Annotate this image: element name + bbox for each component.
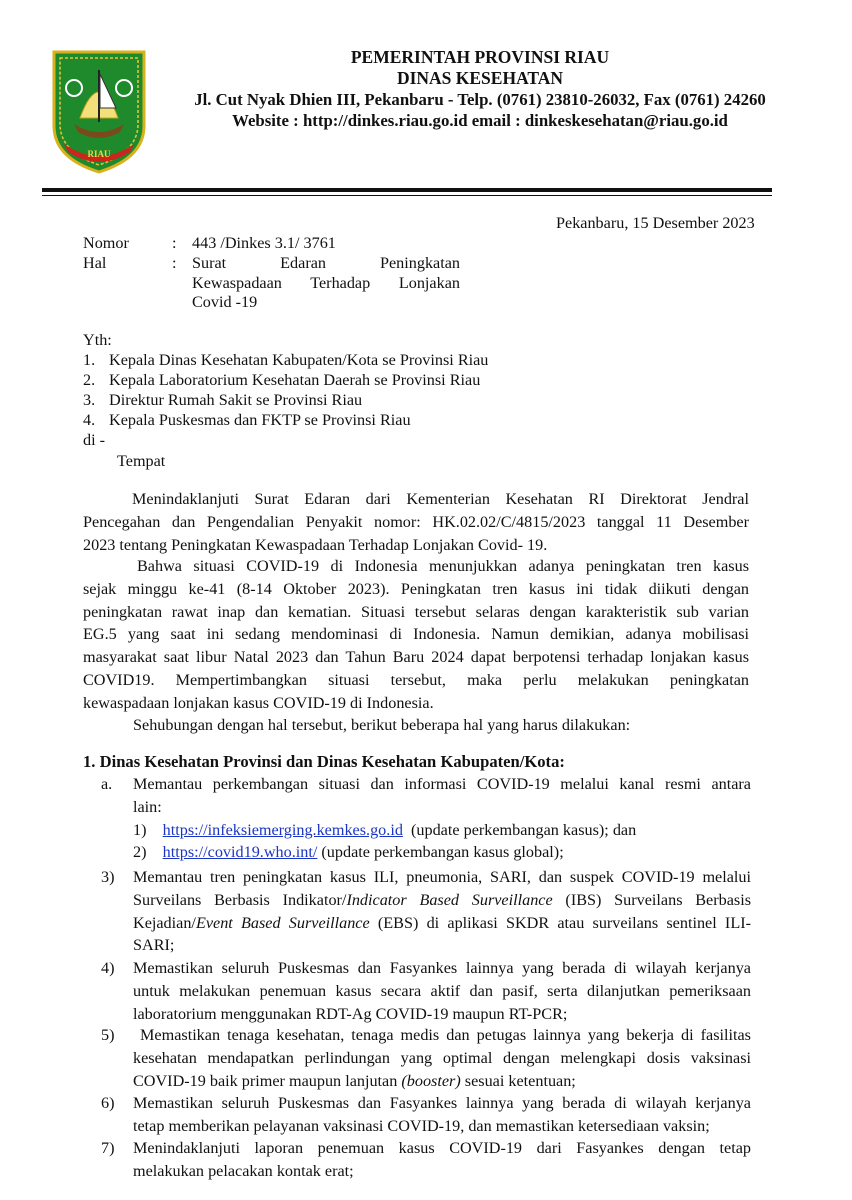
who-covid19-link[interactable]: https://covid19.who.int/ <box>162 843 318 861</box>
recipient-item: Kepala Dinas Kesehatan Kabupaten/Kota se Provinsi Riau <box>109 351 489 369</box>
nomor-label: Nomor <box>83 234 129 252</box>
item-line: melakukan pelacakan kontak erat; <box>133 1161 354 1180</box>
paragraph-line: Menindaklanjuti Surat Edaran dari Kementerian Kesehatan RI Direktorat Jendral <box>132 490 749 508</box>
item-line: untuk melakukan penemuan kasus secara aktif dan pasif, serta dilanjutkan pemeriksaan <box>133 981 751 1000</box>
hal-line-1: Surat Edaran Peningkatan <box>192 254 460 272</box>
item-line: SARI; <box>133 936 175 955</box>
paragraph-1 <box>83 488 749 556</box>
recipient-num: 3. <box>83 391 96 409</box>
item-line: Memastikan seluruh Puskesmas dan Fasyankes lainnya yang berada di wilayah kerjanya <box>133 959 751 977</box>
paragraph-2 <box>83 555 749 715</box>
logo-text: RIAU <box>87 149 111 159</box>
link-desc: (update perkembangan kasus global); <box>317 843 564 861</box>
nomor-colon: : <box>172 234 177 252</box>
item-line: COVID-19 baik primer maupun lanjutan (booster) sesuai ketentuan; <box>133 1071 576 1090</box>
hal-colon: : <box>172 254 177 272</box>
tempat-label: Tempat <box>117 452 166 470</box>
item-7-num: 7) <box>101 1139 115 1157</box>
paragraph-line: 2023 tentang Peningkatan Kewaspadaan Terhadap Lonjakan Covid- 19. <box>83 535 548 554</box>
di-label: di - <box>83 431 106 449</box>
paragraph-3: Sehubungan dengan hal tersebut, berikut beberapa hal yang harus dilakukan: <box>133 716 631 734</box>
recipient-item: Kepala Puskesmas dan FKTP se Provinsi Riau <box>109 411 411 429</box>
item-3-num: 3) <box>101 868 115 886</box>
item-line: kesehatan mendapatkan perlindungan yang optimal dengan melengkapi dosis vaksinasi <box>133 1048 751 1067</box>
item-line: Menindaklanjuti laporan penemuan kasus COVID-19 dari Fasyankes dengan tetap <box>133 1139 751 1157</box>
link-desc: (update perkembangan kasus); dan <box>402 821 637 839</box>
paragraph-line: masyarakat saat libur Natal 2023 dan Tahun Baru 2024 dapat berpotensi terhadap lonjakan kasus <box>83 648 749 667</box>
item-6-num: 6) <box>101 1094 115 1112</box>
letterhead-government: PEMERINTAH PROVINSI RIAU <box>350 47 610 67</box>
letterhead <box>160 47 800 131</box>
item-line: Memastikan seluruh Puskesmas dan Fasyankes lainnya yang berada di wilayah kerjanya <box>133 1094 751 1112</box>
infeksiemerging-link[interactable]: https://infeksiemerging.kemkes.go.id <box>162 821 403 839</box>
section-1-title: 1. Dinas Kesehatan Provinsi dan Dinas Kesehatan Kabupaten/Kota: <box>83 752 565 771</box>
hal-label: Hal <box>83 254 107 272</box>
nomor-value: 443 /Dinkes 3.1/ 3761 <box>192 234 336 252</box>
item-5-num: 5) <box>101 1026 115 1044</box>
link-num: 2) <box>133 843 147 861</box>
hal-line-2: Kewaspadaan Terhadap Lonjakan <box>192 273 460 292</box>
letterhead-contact: Website : http://dinkes.riau.go.id email : dinkeskesehatan@riau.go.id <box>232 111 728 130</box>
paragraph-line: peningkatan rawat inap dan kematian. Situasi tersebut selaras dengan karakteristik sub varian <box>83 602 749 621</box>
paragraph-line: kewaspadaan lonjakan kasus COVID-19 di Indonesia. <box>83 693 434 712</box>
item-line: tetap memberikan pelayanan vaksinasi COVID-19, dan memastikan ketersediaan vaksin; <box>133 1116 710 1135</box>
item-a-label: a. <box>101 775 113 793</box>
link-item-2 <box>133 843 564 863</box>
item-line: Kejadian/Event Based Surveillance (EBS) di aplikasi SKDR atau surveilans sentinel ILI- <box>133 913 751 932</box>
item-4-num: 4) <box>101 959 115 977</box>
paragraph-line: EG.5 yang saat ini sedang mendominasi di Indonesia. Namun demikian, adanya mobilisasi <box>83 625 749 644</box>
item-line: laboratorium menggunakan RDT-Ag COVID-19 maupun RT-PCR; <box>133 1004 568 1023</box>
yth-label: Yth: <box>83 331 112 349</box>
item-line: Surveilans Berbasis Indikator/Indicator Based Surveillance (IBS) Surveilans Berbasis <box>133 890 751 909</box>
letter-date: Pekanbaru, 15 Desember 2023 <box>556 214 755 232</box>
item-line: lain: <box>133 797 162 816</box>
item-line: Memantau tren peningkatan kasus ILI, pneumonia, SARI, dan suspek COVID-19 melalui <box>133 868 751 886</box>
item-line: Memastikan tenaga kesehatan, tenaga medis dan petugas lainnya yang bekerja di fasilitas <box>133 1026 751 1044</box>
letterhead-address: Jl. Cut Nyak Dhien III, Pekanbaru - Telp. (0761) 23810-26032, Fax (0761) 24260 <box>194 90 766 109</box>
letterhead-divider-thin <box>42 195 772 196</box>
recipient-num: 1. <box>83 351 96 369</box>
paragraph-line: COVID19. Mempertimbangkan situasi tersebut, maka perlu melakukan peningkatan <box>83 670 749 689</box>
recipient-num: 4. <box>83 411 96 429</box>
recipient-num: 2. <box>83 371 96 389</box>
recipient-item: Kepala Laboratorium Kesehatan Daerah se Provinsi Riau <box>109 371 481 389</box>
letterhead-office: DINAS KESEHATAN <box>396 68 564 88</box>
paragraph-line: sejak minggu ke-41 (8-14 Oktober 2023). Peningkatan tren kasus ini tidak diikuti dengan <box>83 579 749 598</box>
recipient-item: Direktur Rumah Sakit se Provinsi Riau <box>109 391 363 409</box>
hal-line-3: Covid -19 <box>192 293 258 311</box>
hal-subject <box>192 254 460 293</box>
letterhead-divider-thick <box>42 188 772 192</box>
paragraph-line: Pencegahan dan Pengendalian Penyakit nomor: HK.02.02/C/4815/2023 tanggal 11 Desember <box>83 512 749 531</box>
link-num: 1) <box>133 821 147 839</box>
link-item-1 <box>133 821 636 841</box>
riau-province-logo <box>50 48 148 176</box>
paragraph-line: Bahwa situasi COVID-19 di Indonesia menunjukkan adanya peningkatan tren kasus <box>137 557 749 575</box>
item-line: Memantau perkembangan situasi dan informasi COVID-19 melalui kanal resmi antara <box>133 775 751 793</box>
